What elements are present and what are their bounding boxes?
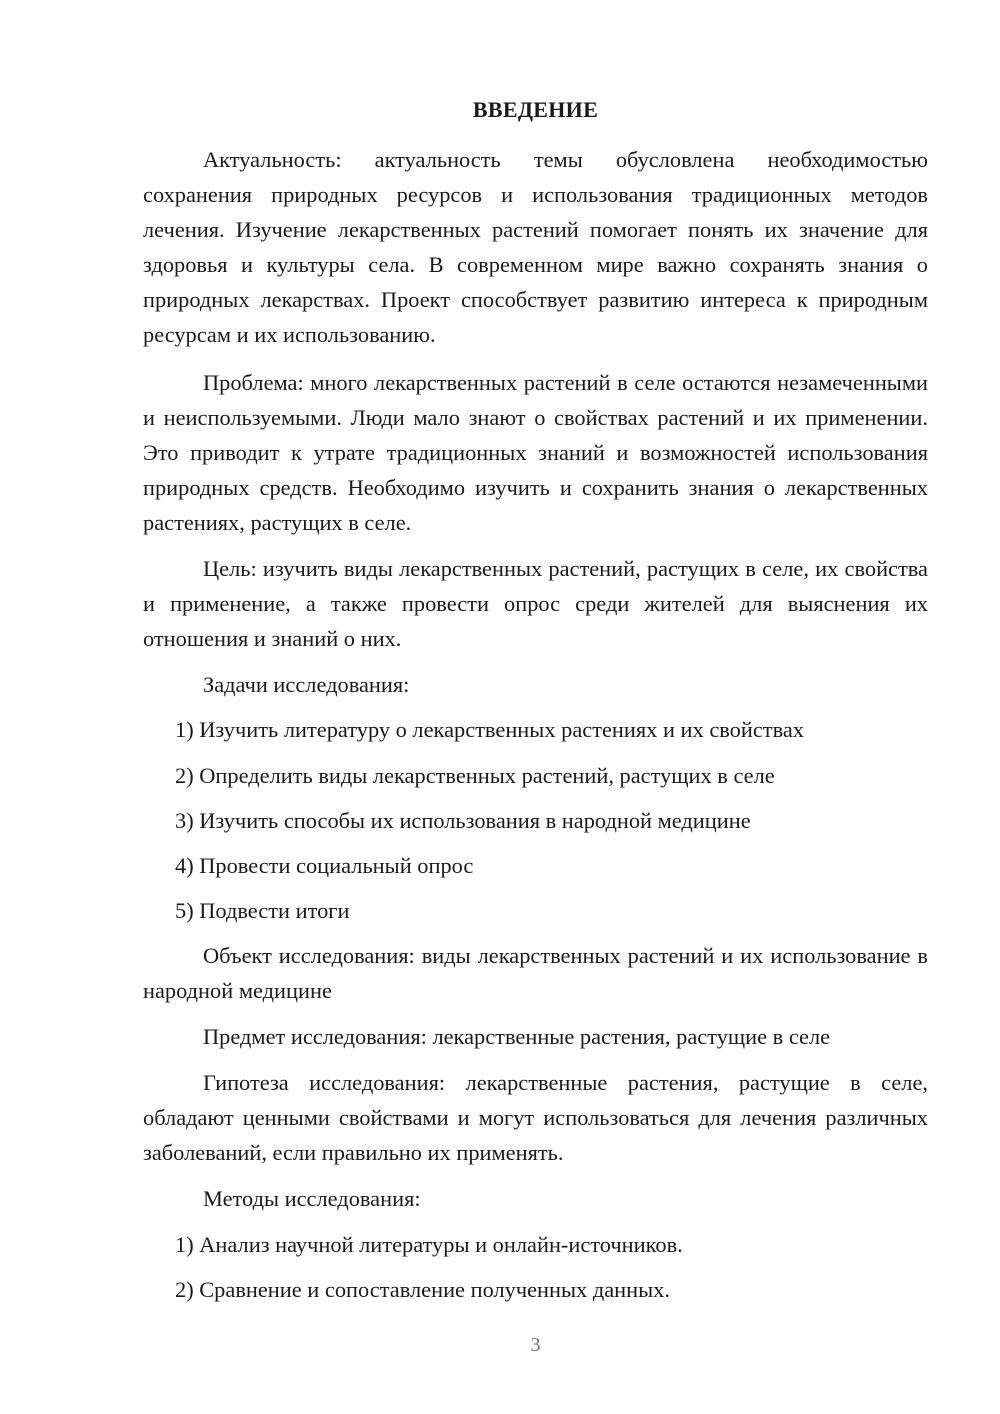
tasks-title: Задачи исследования: (203, 672, 410, 697)
subject-paragraph: Предмет исследования: лекарственные растения, растущие в селе (203, 1024, 831, 1049)
relevance-paragraph: Актуальность: актуальность темы обусловлена необходимостью сохранения природных ресурсов и использования традиционных методов лечения. Изучение лекарственных растений помогает понять их значение для здоровья и культуры села. В современном мире важно сохранять знания о природных лекарствах. Проект способствует развитию интереса к природным ресурсам и их использованию. (143, 147, 928, 347)
methods-title: Методы исследования: (203, 1186, 421, 1211)
page-number: 3 (530, 1334, 541, 1356)
task-item: 3) Изучить способы их использования в народной медицине (175, 808, 751, 833)
method-item: 1) Анализ научной литературы и онлайн-источников. (175, 1232, 683, 1257)
task-item: 1) Изучить литературу о лекарственных растениях и их свойствах (175, 717, 804, 742)
hypothesis-paragraph: Гипотеза исследования: лекарственные растения, растущие в селе, обладают ценными свойствами и могут использоваться для лечения различных заболеваний, если правильно их применять. (143, 1070, 928, 1165)
task-item: 2) Определить виды лекарственных растений, растущих в селе (175, 763, 775, 788)
task-item: 5) Подвести итоги (175, 898, 350, 923)
task-item: 4) Провести социальный опрос (175, 853, 474, 878)
problem-paragraph: Проблема: много лекарственных растений в селе остаются незамеченными и неиспользуемыми. Люди мало знают о свойствах растений и их применении. Это приводит к утрате традиционных знаний и возможностей использования природных средств. Необходимо изучить и сохранить знания о лекарственных растениях, растущих в селе. (143, 370, 928, 535)
document-page (143, 0, 928, 1414)
object-paragraph: Объект исследования: виды лекарственных растений и их использование в народной медицине (143, 943, 928, 1003)
method-item: 2) Сравнение и сопоставление полученных данных. (175, 1277, 670, 1302)
goal-paragraph: Цель: изучить виды лекарственных растений, растущих в селе, их свойства и применение, а также провести опрос среди жителей для выяснения их отношения и знаний о них. (143, 556, 928, 651)
section-heading: ВВЕДЕНИЕ (472, 97, 599, 122)
